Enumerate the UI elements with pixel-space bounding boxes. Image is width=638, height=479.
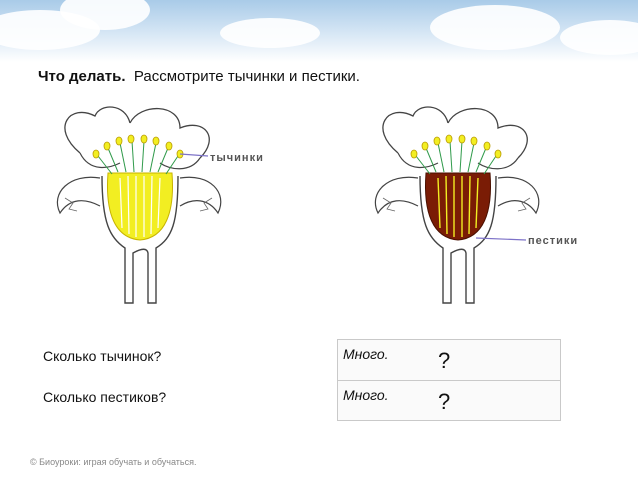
answer-reveal-mark[interactable]: ? [438,348,451,373]
flower-stamens-diagram [30,98,300,308]
sky-banner [0,0,638,62]
answer-reveal-mark[interactable]: ? [438,389,451,414]
label-stamens: тычинки [210,152,264,164]
answer-row [338,340,560,380]
page-title [38,68,360,85]
answer-text: Много. [343,346,389,362]
title-bold: Что делать. [38,68,126,85]
footer-copyright: © Биоуроки: играя обучать и обучаться. [30,457,197,467]
title-text: Рассмотрите тычинки и пестики. [133,68,360,85]
question-stamens: Сколько тычинок? [43,348,162,364]
flower-pistils-diagram [348,98,608,308]
label-pistils: пестики [528,235,579,247]
answer-row [338,380,560,421]
question-pistils: Сколько пестиков? [43,389,167,405]
answer-text: Много. [343,387,389,403]
answer-table [337,339,561,421]
